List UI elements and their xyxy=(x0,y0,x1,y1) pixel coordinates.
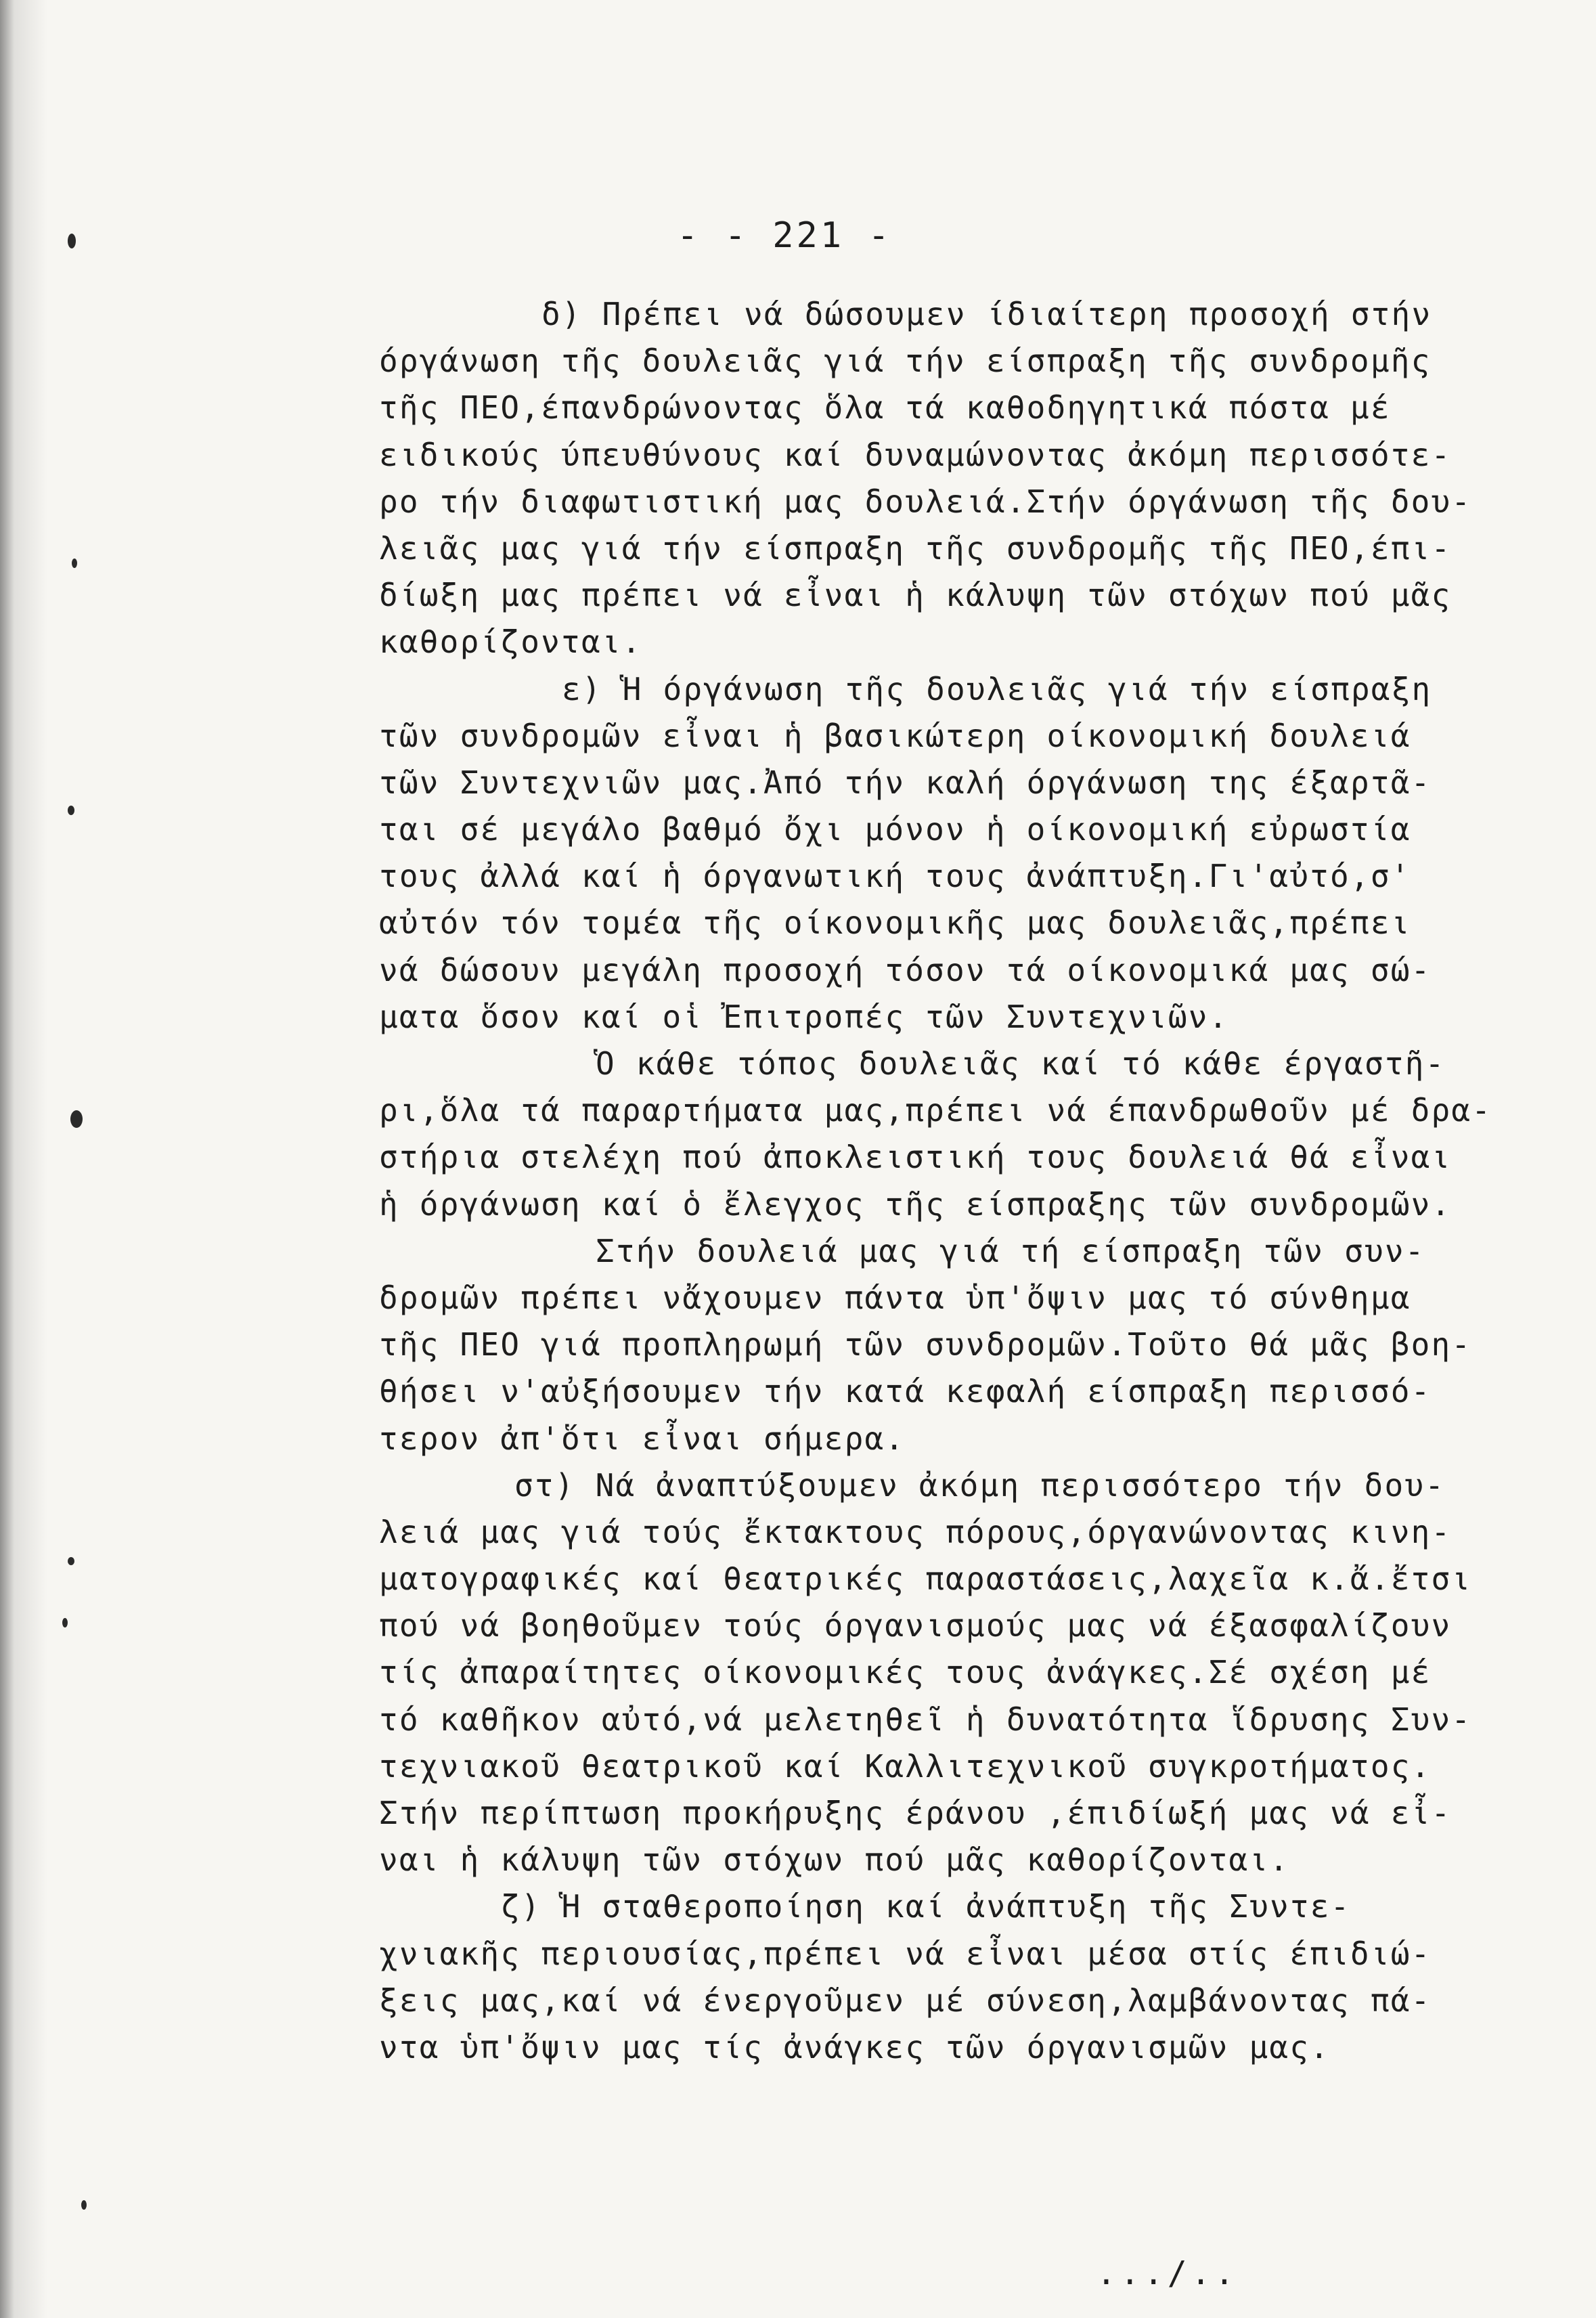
text-line: όργάνωση τῆς δουλειᾶς γιά τήν είσπραξη τῆς συνδρομῆς xyxy=(379,343,1432,380)
text-line: χνιακῆς περιουσίας,πρέπει νά εἶναι μέσα στίς έπιδιώ- xyxy=(379,1935,1432,1972)
text-line: Στήν περίπτωση προκήρυξης έράνου ,έπιδίωξή μας νά εἶ- xyxy=(379,1795,1452,1831)
text-line: Στήν δουλειά μας γιά τή είσπραξη τῶν συν- xyxy=(596,1232,1425,1269)
text-line: ματα ὅσον καί οἱ Ἐπιτροπές τῶν Συντεχνιῶν. xyxy=(379,998,1229,1035)
text-line: τῶν Συντεχνιῶν μας.Ἀπό τήν καλή όργάνωση της έξαρτᾶ- xyxy=(379,764,1432,801)
continuation-mark: .../.. xyxy=(1096,2254,1239,2292)
text-line: στ) Νά ἀναπτύξουμεν ἀκόμη περισσότερο τήν δου- xyxy=(514,1466,1446,1504)
text-line: τῆς ΠΕΟ γιά προπληρωμή τῶν συνδρομῶν.Τοῦτο θά μᾶς βοη- xyxy=(379,1326,1472,1363)
body-text xyxy=(379,291,1570,2071)
scan-speck xyxy=(72,559,77,568)
text-line: ἡ όργάνωση καί ὁ ἔλεγχος τῆς είσπραξης τῶν συνδρομῶν. xyxy=(379,1185,1452,1223)
text-line: ται σέ μεγάλο βαθμό ὄχι μόνον ἡ οίκονομική εὐρωστία xyxy=(379,811,1411,848)
text-line: δρομῶν πρέπει νἄχουμεν πάντα ὑπ'ὄψιν μας τό σύνθημα xyxy=(379,1279,1411,1316)
text-line: στήρια στελέχη πού ἀποκλειστική τους δουλειά θά εἶναι xyxy=(379,1139,1452,1176)
text-line: ε) Ἡ όργάνωση τῆς δουλειᾶς γιά τήν είσπραξη xyxy=(562,670,1432,707)
scan-edge-shadow xyxy=(0,0,47,2318)
page-number: - - 221 - xyxy=(677,215,892,256)
scan-speck xyxy=(62,1618,68,1627)
text-line: ρι,ὅλα τά παραρτήματα μας,πρέπει νά έπανδρωθοῦν μέ δρα- xyxy=(379,1092,1492,1129)
text-line: ματογραφικές καί θεατρικές παραστάσεις,λαχεῖα κ.ἄ.ἔτσι xyxy=(379,1560,1472,1598)
text-line: ειδικούς ύπευθύνους καί δυναμώνοντας ἀκόμη περισσότε- xyxy=(379,436,1452,473)
text-line: πού νά βοηθοῦμεν τούς όργανισμούς μας νά έξασφαλίζουν xyxy=(379,1607,1452,1644)
text-line: καθορίζονται. xyxy=(379,624,642,661)
text-line: ξεις μας,καί νά ένεργοῦμεν μέ σύνεση,λαμβάνοντας πά- xyxy=(379,1982,1432,2019)
text-line: τῶν συνδρομῶν εἶναι ἡ βασικώτερη οίκονομική δουλειά xyxy=(379,717,1411,754)
text-line: τῆς ΠΕΟ,έπανδρώνοντας ὅλα τά καθοδηγητικά πόστα μέ xyxy=(379,389,1391,427)
text-line: δ) Πρέπει νά δώσουμεν ίδιαίτερη προσοχή στήν xyxy=(541,296,1432,332)
text-line: ρο τήν διαφωτιστική μας δουλειά.Στήν όργάνωση τῆς δου- xyxy=(379,483,1472,520)
scan-speck xyxy=(70,1110,83,1128)
text-line: ζ) Ἡ σταθεροποίηση καί ἀνάπτυξη τῆς Συντε- xyxy=(501,1888,1351,1925)
text-line: νά δώσουν μεγάλη προσοχή τόσον τά οίκονομικά μας σώ- xyxy=(379,951,1432,988)
text-line: δίωξη μας πρέπει νά εἶναι ἡ κάλυψη τῶν στόχων πού μᾶς xyxy=(379,577,1452,614)
text-line: ντα ὑπ'ὄψιν μας τίς ἀνάγκες τῶν όργανισμῶν μας. xyxy=(379,2028,1331,2065)
text-line: ναι ἡ κάλυψη τῶν στόχων πού μᾶς καθορίζονται. xyxy=(379,1841,1290,1879)
text-line: λειά μας γιά τούς ἔκτακτους πόρους,όργανώνοντας κινη- xyxy=(379,1513,1452,1550)
text-line: τους ἀλλά καί ἡ όργανωτική τους ἀνάπτυξη.Γι'αὐτό,σ' xyxy=(379,858,1411,895)
text-line: τό καθῆκον αὐτό,νά μελετηθεῖ ἡ δυνατότητα ἵδρυσης Συν- xyxy=(379,1701,1472,1738)
scan-speck xyxy=(68,1557,74,1565)
text-line: τεχνιακοῦ θεατρικοῦ καί Καλλιτεχνικοῦ συγκροτήματος. xyxy=(379,1747,1432,1785)
text-line: λειᾶς μας γιά τήν είσπραξη τῆς συνδρομῆς τῆς ΠΕΟ,έπι- xyxy=(379,529,1452,567)
scan-speck xyxy=(68,806,74,815)
text-line: αὐτόν τόν τομέα τῆς οίκονομικῆς μας δουλειᾶς,πρέπει xyxy=(379,904,1411,942)
text-line: Ὁ κάθε τόπος δουλειᾶς καί τό κάθε έργαστῆ- xyxy=(596,1045,1446,1082)
scan-speck xyxy=(68,234,76,248)
text-line: τίς ἀπαραίτητες οίκονομικές τους ἀνάγκες.Σέ σχέση μέ xyxy=(379,1654,1432,1691)
text-line: θήσει ν'αὐξήσουμεν τήν κατά κεφαλή είσπραξη περισσό- xyxy=(379,1373,1432,1410)
text-line: τερον ἀπ'ὅτι εἶναι σήμερα. xyxy=(379,1420,906,1457)
scan-speck xyxy=(81,2200,87,2210)
